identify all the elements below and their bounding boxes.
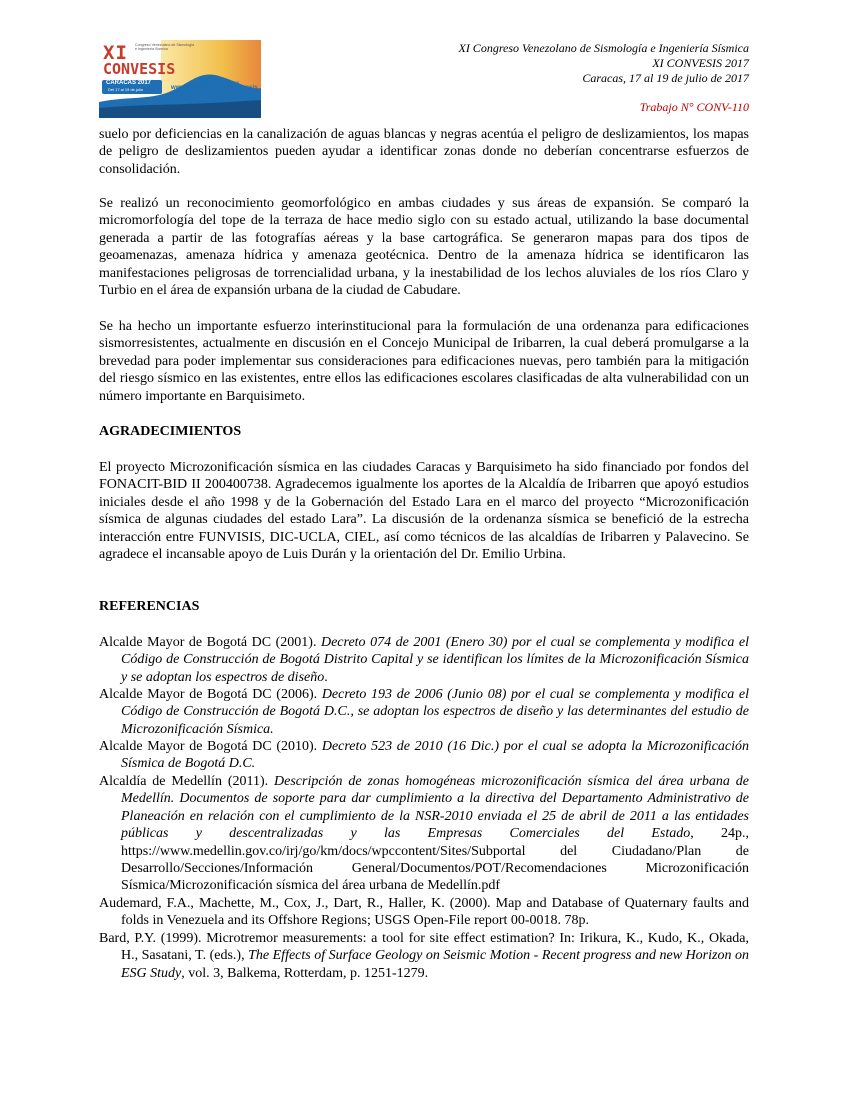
reference-item xyxy=(99,634,749,686)
reference-title: The Effects of Surface Geology on Seismic Motion - Recent progress and new Horizon on ESG Study xyxy=(121,948,749,981)
logo-city-year: CARACAS 2017 xyxy=(106,80,152,86)
reference-details: . xyxy=(324,669,328,685)
reference-author: Alcalde Mayor de Bogotá DC (2006). xyxy=(99,687,322,702)
reference-author: Alcalde Mayor de Bogotá DC (2001). xyxy=(99,635,321,650)
heading-referencias: REFERENCIAS xyxy=(99,599,200,614)
convesis-logo xyxy=(99,40,261,118)
paragraph-geomorphology: Se realizó un reconocimiento geomorfológico en ambas ciudades y sus áreas de expansión. Se comparó la micromorfología del tope de la terraza de hace medio siglo con su estado actual, utilizando la base documental generada a partir de las fotografías aéreas y la base cartográfica. Se generaron mapas para dos tipos de geoamenazas, amenaza hídrica y amenaza geotécnica. Dentro de la amenaza hídrica se identificaron las manifestaciones peligrosas de torrencialidad urbana, y la inestabilidad de los lechos aluviales de los ríos Claro y Turbio en el área de expansión urbana de la ciudad de Cabudare. xyxy=(99,196,749,299)
logo-subtitle: Congreso Venezolano de Sismología e Ingeniería Sísmica xyxy=(135,43,195,52)
reference-item xyxy=(99,895,749,930)
reference-author: Alcalde Mayor de Bogotá DC (2010). xyxy=(99,739,322,754)
paragraph-landslides: suelo por deficiencias en la canalización de aguas blancas y negras acentúa el peligro de deslizamientos, los mapas de peligro de deslizamientos pueden ayudar a identificar zonas donde no deberían concentrarse esfuerzos de consolidación. xyxy=(99,127,749,177)
logo-convesis: CONVESIS xyxy=(103,60,176,78)
reference-item xyxy=(99,930,749,982)
logo-dates: Del 17 al 19 de julio xyxy=(108,87,144,92)
logo-website: www.funvisis.gob.ve/convesis xyxy=(171,85,258,91)
reference-title: Decreto 523 de 2010 (16 Dic.) por el cual se adopta la Microzonificación Sísmica de Bogotá D.C. xyxy=(121,739,749,772)
reference-title: Decreto 193 de 2006 (Junio 08) por el cual se complementa y modifica el Código de Construcción de Bogotá D.C., se adoptan los espectros de diseño y las determinantes del estudio de Microzonificación Sísmica. xyxy=(121,687,749,737)
reference-title: Descripción de zonas homogéneas microzonificación sísmica del área urbana de Medellín. Documentos de soporte para dar cumplimiento a la directiva del Departamento Administrativo de Planeación en relación con el cumplimiento de la NSR-2010 enviada el 25 de abril de 2011 a las entidades públicas y descentralizadas y las Empresas Comerciales del Estado xyxy=(121,774,750,842)
heading-agradecimientos: AGRADECIMIENTOS xyxy=(99,424,242,439)
paragraph-ordinance: Se ha hecho un importante esfuerzo interinstitucional para la formulación de una ordenanza para edificaciones sismorresistentes, actualmente en discusión en el Concejo Municipal de Iribarren, la cual deberá promulgarse a la brevedad para poder implementar sus consideraciones para edificaciones nuevas, pero también para la mitigación del riesgo sísmico en las existentes, entre ellos las edificaciones escolares clasificadas de alta vulnerabilidad con un número importante en Barquisimeto. xyxy=(99,319,749,404)
header-congress: XI Congreso Venezolano de Sismología e Ingeniería Sísmica xyxy=(458,41,749,55)
reference-details: , 24p., https://www.medellin.gov.co/irj/go/km/docs/wpccontent/Sites/Subportal del Ciudadano/Plan de Desarrollo/Secciones/Información General/Documentos/POT/Recomendaciones Microzonificación Sísmica/Microzonificación sísmica del área urbana de Medellín.pdf xyxy=(121,826,749,894)
reference-author: Alcaldía de Medellín (2011). xyxy=(99,774,275,789)
reference-item xyxy=(99,686,749,738)
reference-details: , vol. 3, Balkema, Rotterdam, p. 1251-1279. xyxy=(181,965,429,981)
reference-item xyxy=(99,738,749,773)
header-paper-number: Trabajo N° CONV-110 xyxy=(639,100,749,114)
reference-author: Bard, P.Y. (1999). Microtremor measurements: a tool for site effect estimation? In: Irikura, K., Kudo, K., Okada, H., Sasatani, T. (eds.), xyxy=(99,931,749,964)
logo-date-badge xyxy=(102,80,162,94)
logo-inscriptions: inscripciones abiertas xyxy=(199,80,240,85)
reference-title: Decreto 074 de 2001 (Enero 30) por el cual se complementa y modifica el Código de Construcción de Bogotá Distrito Capital y se identifican los límites de la Microzonificación Sísmica y se adoptan los espectros de diseño xyxy=(121,635,749,685)
reference-item xyxy=(99,773,749,895)
header-convesis: XI CONVESIS 2017 xyxy=(652,56,749,70)
running-header xyxy=(458,41,749,115)
reference-author: Audemard, F.A., Machette, M., Cox, J., Dart, R., Haller, K. (2000). Map and Database of Quaternary faults and folds in Venezuela and its Offshore Regions; USGS Open-File report 00-0018. 78p. xyxy=(99,896,749,929)
header-place-date: Caracas, 17 al 19 de julio de 2017 xyxy=(582,71,749,85)
paragraph-acknowledgements: El proyecto Microzonificación sísmica en las ciudades Caracas y Barquisimeto ha sido financiado por fondos del FONACIT-BID II 200400738. Agradecemos igualmente los aportes de la Alcaldía de Iribarren que apoyó estudios iniciales desde el año 1998 y de la Gobernación del Estado Lara en el marco del proyecto “Microzonificación sísmica de algunas ciudades del estado Lara”. La discusión de la ordenanza sísmica se benefició de la estrecha interacción entre FUNVISIS, DIC-UCLA, CIEL, así como técnicos de las alcaldías de Iribarren y Palavecino. Se agradece el incansable apoyo de Luis Durán y la orientación del Dr. Emilio Urbina. xyxy=(99,460,749,563)
logo-xi: XI xyxy=(103,42,128,64)
